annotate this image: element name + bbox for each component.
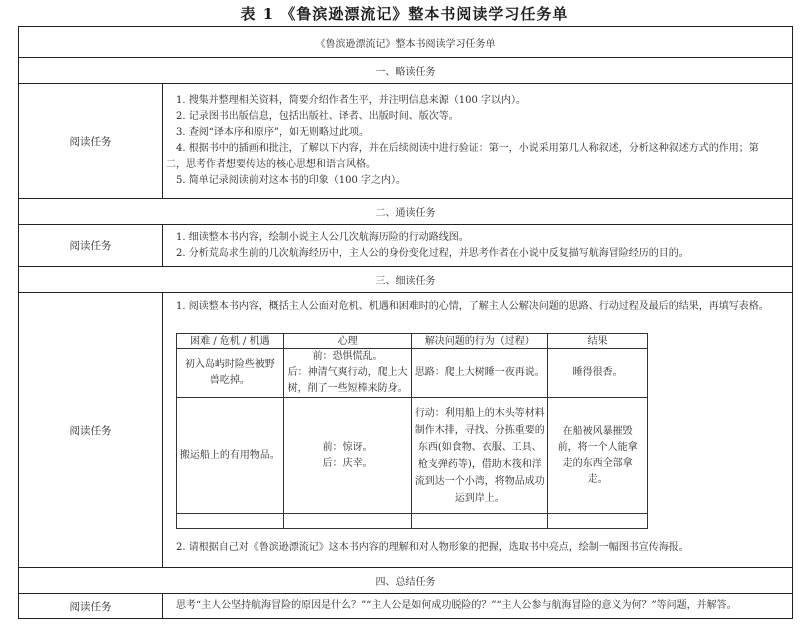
section-heading: 四、总结任务: [375, 577, 436, 588]
table-cell: 前：惊讶。 后：庆幸。: [283, 398, 412, 514]
header-cell: 结果: [548, 334, 648, 349]
table-heading: 《鲁滨逊漂流记》整本书阅读学习任务单: [315, 38, 496, 50]
section-heading: 二、通读任务: [375, 208, 436, 219]
task-item: 1. 细读整本书内容，绘制小说主人公几次航海历险的行动路线图。: [176, 231, 469, 243]
section-row-close-read: [19, 293, 792, 568]
row-content: [162, 293, 792, 567]
task-item: 思考“主人公坚持航海冒险的原因是什么？”“主人公是如何成功脱险的？”“主人公参与航海冒险的意义为何？”等问题，并解答。: [176, 600, 737, 611]
section-heading-row: [19, 568, 792, 594]
section-heading: 三、细读任务: [375, 276, 436, 287]
table-cell: [283, 514, 412, 529]
row-label: 阅读任务: [19, 84, 163, 198]
row-content: [162, 594, 792, 618]
task-item: 5. 简单记录阅读前对这本书的印象（100 字之内）。: [176, 175, 406, 186]
inner-table-row: [177, 349, 648, 398]
inner-table-row: [177, 398, 648, 514]
task-item: 3. 查阅“译本序和原序”，如无则略过此项。: [176, 127, 369, 138]
section-heading-row: [19, 58, 792, 84]
section-row-summary: [19, 594, 792, 618]
document-title: 表 1 《鲁滨逊漂流记》整本书阅读学习任务单: [240, 5, 569, 23]
task-item: 1. 阅读整本书内容，概括主人公面对危机、机遇和困难时的心情，了解主人公解决问题的思路、行动过程及最后的结果，再填写表格。: [176, 301, 769, 312]
section-heading: 一、略读任务: [375, 67, 436, 78]
task-item: 2. 分析荒岛求生前的几次航海经历中，主人公的身份变化过程，并思考作者在小说中反复描写航海冒险经历的目的。: [176, 247, 689, 259]
row-label: 阅读任务: [19, 594, 163, 618]
table-cell: 思路：爬上大树睡一夜再说。: [412, 349, 548, 398]
row-content: [162, 84, 792, 198]
table-cell: 初入岛屿时险些被野兽吃掉。: [177, 349, 284, 398]
row-label: 阅读任务: [19, 293, 163, 567]
task-item: 2. 记录图书出版信息，包括出版社、译者、出版时间、版次等。: [176, 111, 459, 122]
inner-table-header: [177, 334, 648, 349]
header-cell: 解决问题的行为（过程）: [412, 334, 548, 349]
section-heading-row: [19, 199, 792, 225]
table-cell: 睡得很香。: [548, 349, 648, 398]
row-label: 阅读任务: [19, 225, 163, 266]
header-cell: 困难 / 危机 / 机遇: [177, 334, 284, 349]
inner-table-row: [177, 514, 648, 529]
section-heading-row: [19, 267, 792, 293]
table-heading-row: [19, 27, 792, 58]
task-item: 1. 搜集并整理相关资料，简要介绍作者生平，并注明信息来源（100 字以内）。: [176, 95, 526, 106]
table-cell: 在船被风暴摧毁前，将一个人能拿走的东西全部拿走。: [548, 398, 648, 514]
table-cell: [412, 514, 548, 529]
row-content: [162, 225, 792, 266]
table-cell: 搬运船上的有用物品。: [177, 398, 284, 514]
table-cell: [177, 514, 284, 529]
task-table: [18, 26, 793, 619]
section-row-skim: [19, 84, 792, 199]
table-cell: 前：恐惧慌乱。 后：神清气爽行动，爬上大树，削了一些短棒来防身。: [283, 349, 412, 398]
section-row-read-through: [19, 225, 792, 267]
table-cell: [548, 514, 648, 529]
table-cell: 行动：利用船上的木头等材料制作木排，寻找、分拣重要的东西(如食物、衣服、工具、枪支弹药等)，借助木筏和洋流到达一个小湾，将物品成功运到岸上。: [412, 398, 548, 514]
task-item: 2. 请根据自己对《鲁滨逊漂流记》这本书内容的理解和对人物形象的把握，选取书中亮点，绘制一幅图书宣传海报。: [176, 542, 689, 553]
header-cell: 心理: [283, 334, 412, 349]
task-item: 4. 根据书中的插画和批注，了解以下内容，并在后续阅读中进行验证：第一，小说采用第几人称叙述，分析这种叙述方式的作用；第: [176, 143, 759, 154]
inner-table: [176, 333, 648, 529]
task-item: 二，思考作者想要传达的核心思想和语言风格。: [166, 159, 376, 170]
